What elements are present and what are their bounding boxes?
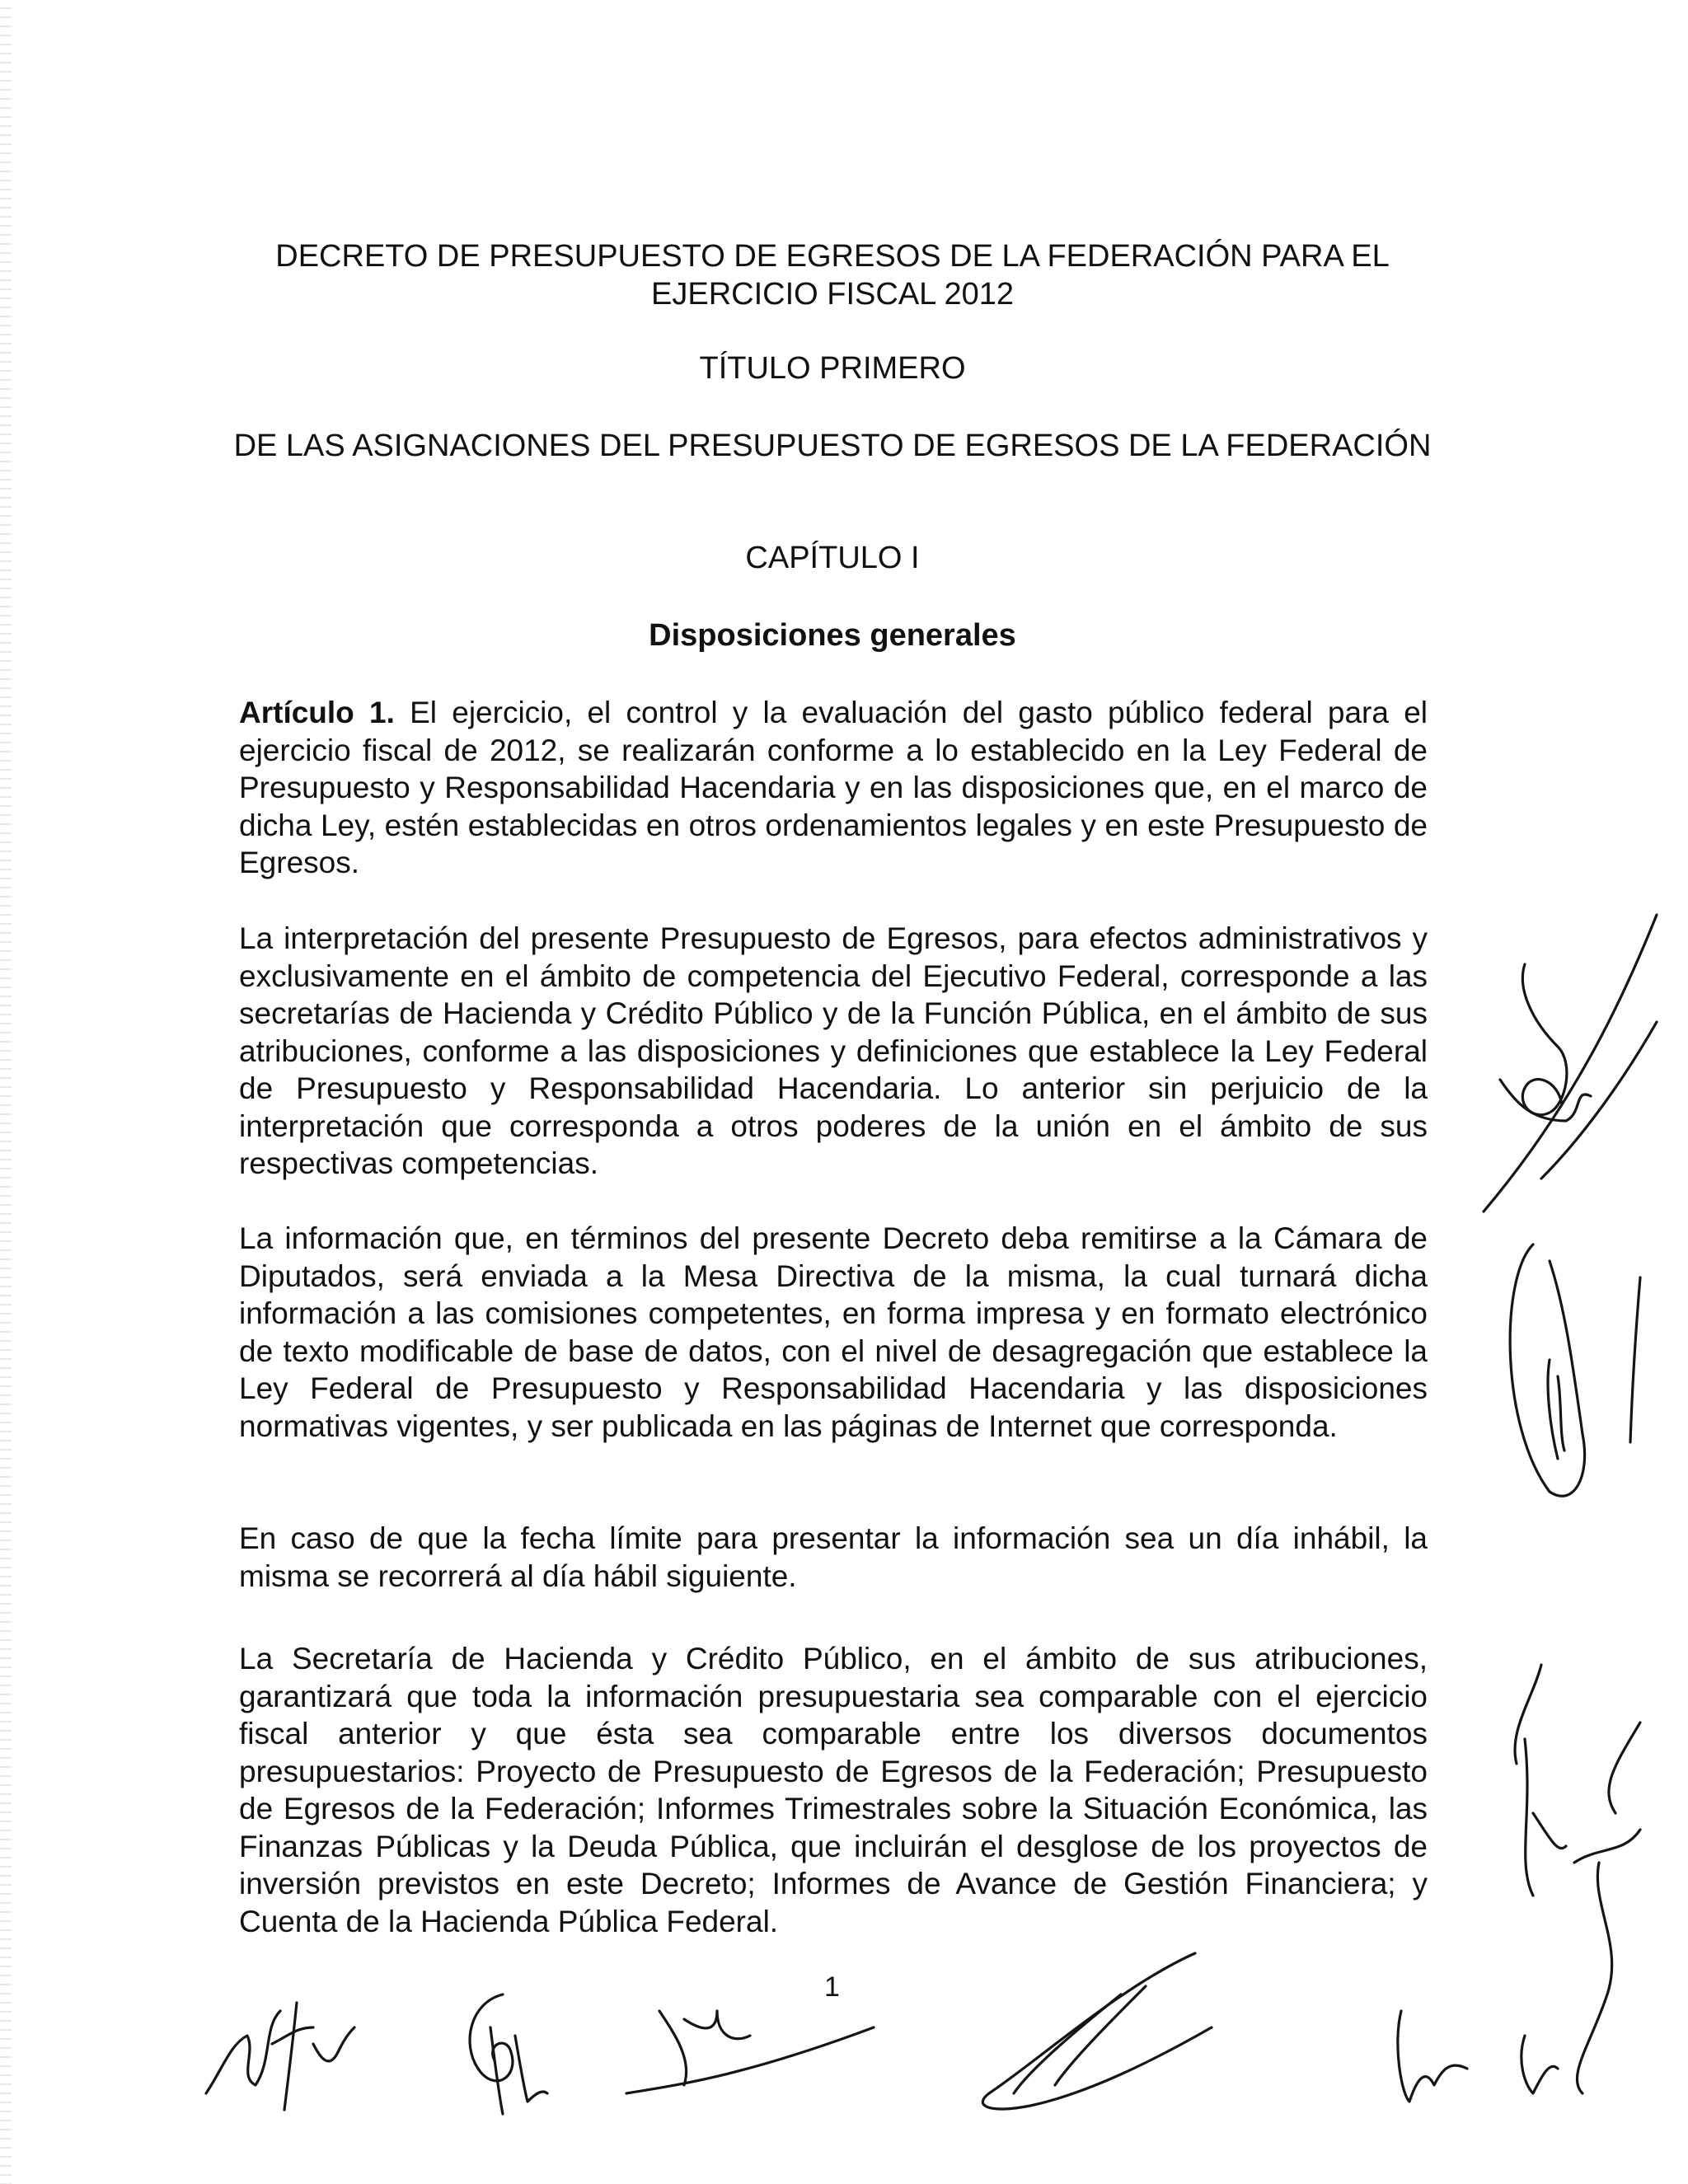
paragraph-text: El ejercicio, el control y la evaluación del gasto público federal para el ejercicio fiscal de 2012, se realizarán conforme a lo establecido en la Ley Federal de Presupuesto y Responsabilidad Hacendaria y en las disposiciones que, en el marco de dicha Ley, estén establecidas en otros ordenamientos legales y en este Presupuesto de Egresos. [239, 696, 1428, 879]
article-label: Artículo 1. [239, 696, 395, 729]
titulo-heading: TÍTULO PRIMERO [699, 351, 966, 386]
page-number: 1 [824, 1971, 840, 2003]
capitulo-heading: CAPÍTULO I [745, 541, 920, 575]
signature-bottom-5 [1385, 1994, 1484, 2110]
signature-bottom-4 [956, 1937, 1220, 2126]
signature-bottom-1 [198, 1978, 363, 2118]
capitulo-subtitle: Disposiciones generales [649, 618, 1016, 653]
signature-right-1 [1467, 915, 1665, 1220]
article-1-paragraph-2: La interpretación del presente Presupuesto de Egresos, para efectos administrativos y exclusivamente en el ámbito de competencia del Ejecutivo Federal, corresponde a las secretarías de Hacienda y Crédito Público y de la Función Pública, en el ámbito de sus atribuciones, conforme a las disposiciones y definiciones que establece la Ley Federal de Presupuesto y Responsabilidad Hacendaria. Lo anterior sin perjuicio de la interpretación que corresponda a otros poderes de la unión en el ámbito de sus respectivas competencias. [239, 921, 1428, 1180]
article-1-paragraph-5: La Secretaría de Hacienda y Crédito Público, en el ámbito de sus atribuciones, garantizará que toda la información presupuestaria sea comparable con el ejercicio fiscal anterior y que ésta sea comparable entre los diversos documentos presupuestarios: Proyecto de Presupuesto de Egresos de la Federación; Presupuesto de Egresos de la Federación; Informes Trimestrales sobre la Situación Económica, las Finanzas Públicas y la Deuda Pública, que incluirán el desglose de los proyectos de inversión previstos en este Decreto; Informes de Avance de Gestión Financiera; y Cuenta de la Hacienda Pública Federal. [239, 1642, 1428, 1938]
scan-edge-artifact [0, 0, 12, 2184]
article-1-paragraph-4: En caso de que la fecha límite para presentar la información sea un día inhábil, la misma se recorrerá al día hábil siguiente. [239, 1521, 1428, 1593]
article-1-paragraph-1 [239, 694, 1428, 882]
signature-right-3 [1475, 1648, 1673, 2110]
titulo-subtitle: DE LAS ASIGNACIONES DEL PRESUPUESTO DE EGRESOS DE LA FEDERACIÓN [233, 429, 1432, 463]
signature-bottom-2 [445, 1978, 577, 2118]
article-1-paragraph-3: La información que, en términos del presente Decreto deba remitirse a la Cámara de Diputados, será enviada a la Mesa Directiva de la misma, la cual turnará dicha información a las comisiones competentes, en forma impresa y en formato electrónico de texto modificable de base de datos, con el nivel de desagregación que establece la Ley Federal de Presupuesto y Responsabilidad Hacendaria y las disposiciones normativas vigentes, y ser publicada en las páginas de Internet que corresponda. [239, 1221, 1428, 1443]
signature-right-2 [1484, 1228, 1648, 1516]
decree-title: DECRETO DE PRESUPUESTO DE EGRESOS DE LA FEDERACIÓN PARA EL EJERCICIO FISCAL 2012 [275, 239, 1390, 312]
signature-bottom-3 [610, 1986, 890, 2110]
